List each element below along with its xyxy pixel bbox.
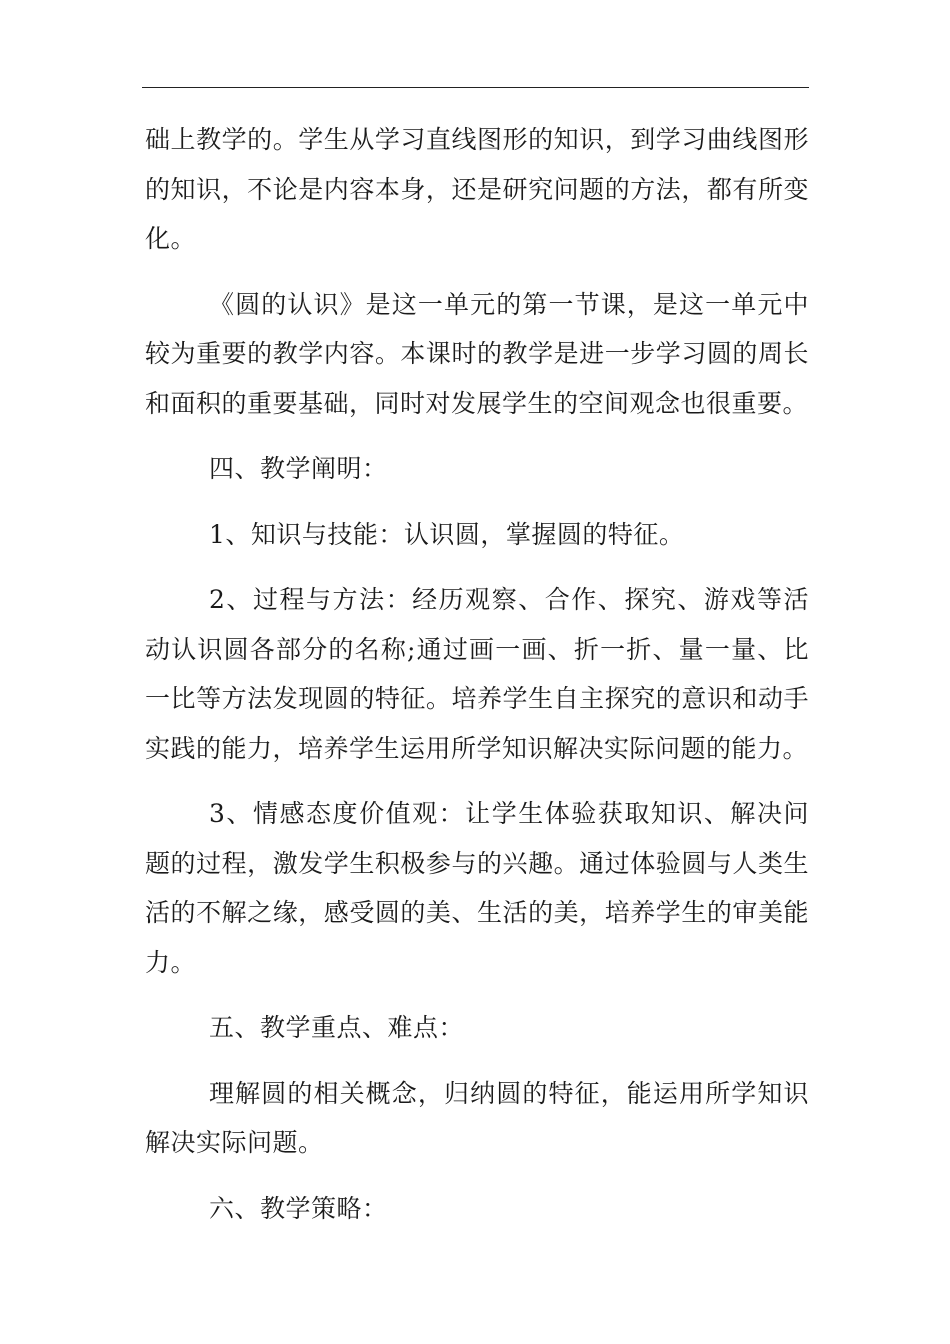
section-heading-teaching-explanation: 四、教学阐明：	[209, 454, 388, 483]
section-heading-teaching-strategy: 六、教学策略：	[209, 1193, 388, 1223]
paragraph-knowledge-skills: 1、知识与技能：认识圆，掌握圆的特征。	[209, 519, 685, 549]
paragraph-lesson-intro: 《圆的认识》是这一单元的第一节课，是这一单元中较为重要的教学内容。本课时的教学是进一步学习圆的周长和面积的重要基础，同时对发展学生的空间观念也很重要。	[145, 289, 809, 418]
header-rule	[142, 87, 809, 88]
paragraph-key-points: 理解圆的相关概念，归纳圆的特征，能运用所学知识解决实际问题。	[145, 1078, 809, 1157]
paragraph-emotional-values: 3、情感态度价值观：让学生体验获取知识、解决问题的过程，激发学生积极参与的兴趣。通过体验圆与人类生活的不解之缘，感受圆的美、生活的美，培养学生的审美能力。	[145, 799, 809, 977]
paragraph-process-methods: 2、过程与方法：经历观察、合作、探究、游戏等活动认识圆各部分的名称;通过画一画、折一折、量一量、比一比等方法发现圆的特征。培养学生自主探究的意识和动手实践的能力，培养学生运用所学知识解决实际问题的能力。	[145, 585, 809, 763]
section-heading-key-points: 五、教学重点、难点：	[209, 1013, 465, 1042]
document-body	[145, 115, 809, 1249]
paragraph-continuation: 础上教学的。学生从学习直线图形的知识，到学习曲线图形的知识，不论是内容本身，还是研究问题的方法，都有所变化。	[145, 125, 809, 253]
